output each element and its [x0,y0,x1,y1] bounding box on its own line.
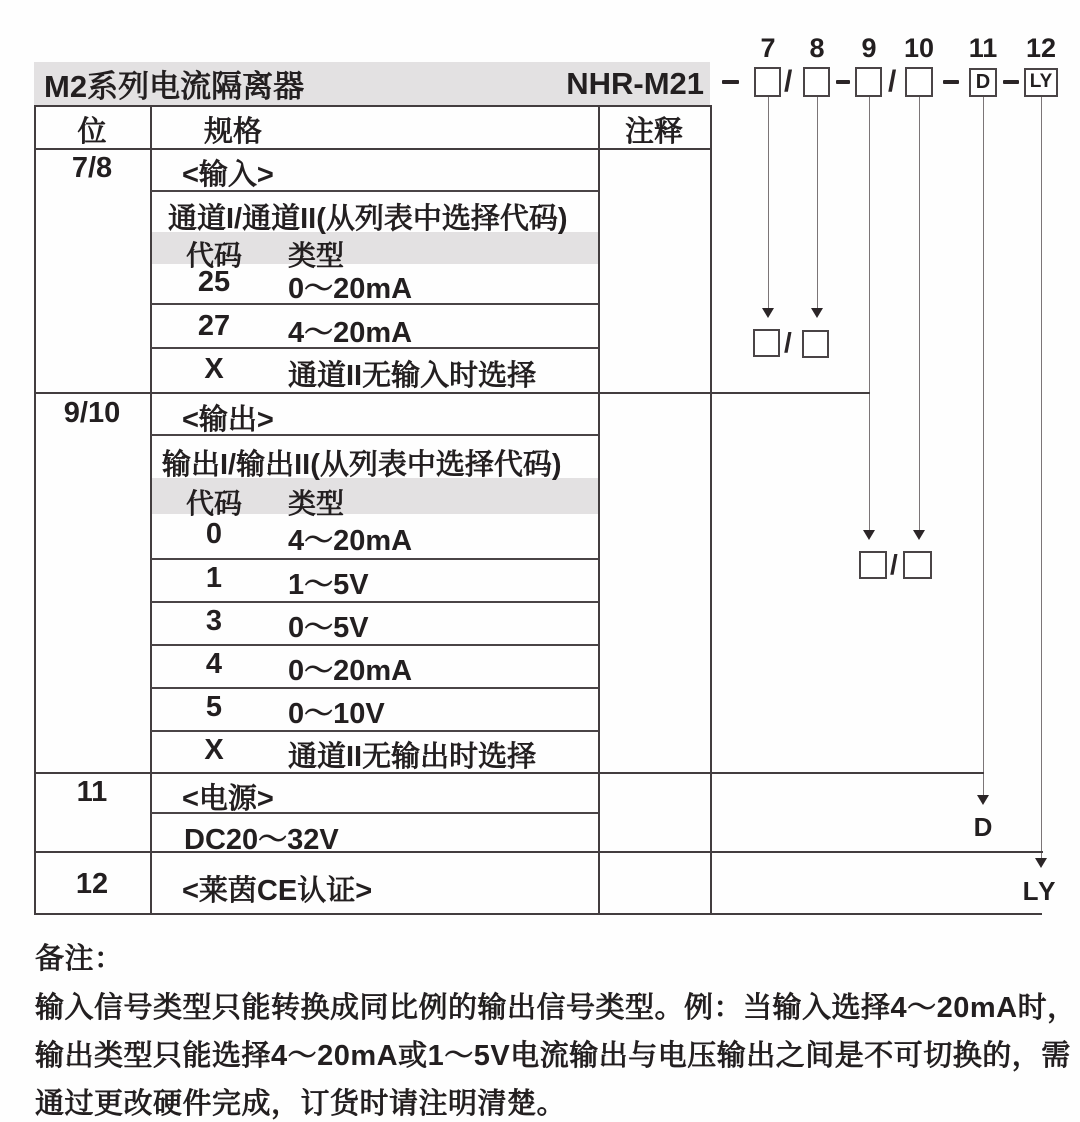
dash-separator [943,80,959,84]
digit-7: 7 [760,33,776,63]
output-code-header: 代码 [185,488,242,519]
position-12: 12 [75,868,109,900]
input-type-header: 类型 [288,240,345,271]
power-section-value: DC20～32V [184,824,339,856]
drop-line-12 [1041,97,1042,858]
code-box-10 [905,67,933,97]
position-11: 11 [76,776,108,808]
digit-8: 8 [809,33,825,63]
arrow-down-11 [977,795,989,805]
slash-separator: / [784,65,793,98]
input-row-code: 25 [197,266,231,298]
output-row-type: 4～20mA [288,525,413,557]
output-section-title: <输出> [182,404,274,436]
output-callout-box-2 [903,551,932,579]
input-callout-box-1 [753,329,780,357]
output-row-type: 0～20mA [288,655,413,687]
output-row-type: 1～5V [288,569,369,601]
drop-line-9 [869,97,870,531]
title-bar [34,62,710,105]
output-row-code: X [204,734,224,766]
position-7-8: 7/8 [71,152,113,184]
output-row-type: 0～5V [288,612,369,644]
code-box-7 [754,67,781,97]
row-separator [151,644,598,646]
code-box-12-LY: LY [1024,68,1058,97]
model-prefix: NHR-M21 [566,65,704,101]
output-row-code: 5 [205,691,223,723]
output-type-header: 类型 [288,488,345,519]
digit-12: 12 [1025,33,1057,63]
drop-line-7 [768,97,769,309]
arrow-down-10 [913,530,925,540]
input-row-type: 0～20mA [288,273,413,305]
dash-separator [1003,80,1019,84]
digit-11: 11 [968,33,998,63]
arrow-down-12 [1035,858,1047,868]
slash-separator: / [888,65,897,98]
output-row-code: 0 [205,518,223,550]
input-code-header: 代码 [185,240,242,271]
cert-callout-code: LY [1022,876,1058,906]
output-row-type: 0～10V [288,698,385,730]
cert-section-title: <莱茵CE认证> [182,875,373,907]
table-col-separator-note [598,105,600,915]
notes-line-3: 通过更改硬件完成，订货时请注明清楚。 [35,1088,567,1120]
output-row-code: 3 [205,605,223,637]
drop-line-10 [919,97,920,531]
dash-separator [836,80,850,84]
digit-10: 10 [903,33,935,63]
code-box-9 [855,67,882,97]
power-section-title: <电源> [182,783,274,815]
notes-heading: 备注： [35,943,124,975]
input-row-code: X [204,353,224,385]
drop-line-11 [983,97,984,796]
position-9-10: 9/10 [63,397,121,429]
output-callout-box-1 [859,551,887,579]
product-family-title: M2系列电流隔离器 [44,69,305,104]
input-row-code: 27 [197,310,231,342]
header-position: 位 [77,116,107,148]
arrow-down-8 [811,308,823,318]
digit-9: 9 [861,33,877,63]
table-border-top [34,105,712,107]
header-note: 注释 [624,116,683,148]
arrow-down-9 [863,530,875,540]
row-separator [151,601,598,603]
output-section-subtitle: 输出I/输出II(从列表中选择代码) [162,449,562,481]
input-row-type: 通道II无输入时选择 [288,360,537,392]
output-row-type: 通道II无输出时选择 [288,741,537,773]
code-box-11-D: D [969,68,997,97]
arrow-down-7 [762,308,774,318]
notes-line-2: 输出类型只能选择4～20mA或1～5V电流输出与电压输出之间是不可切换的，需 [35,1040,1071,1072]
input-section-title: <输入> [182,159,274,191]
header-spec: 规格 [204,116,263,148]
output-row-code: 4 [205,648,223,680]
input-callout-slash: / [784,327,792,358]
notes-line-1: 输入信号类型只能转换成同比例的输出信号类型。例：当输入选择4～20mA时， [35,992,1077,1024]
input-callout-box-2 [802,330,829,358]
code-box-8 [803,67,830,97]
table-border-bottom [34,913,1042,915]
table-border-right [710,105,712,915]
power-callout-code: D [973,812,993,842]
input-section-subtitle: 通道I/通道II(从列表中选择代码) [168,203,568,235]
output-row-code: 1 [205,562,223,594]
drop-line-8 [817,97,818,309]
output-callout-slash: / [890,549,898,580]
input-row-type: 4～20mA [288,317,413,349]
dash-separator [722,80,739,84]
